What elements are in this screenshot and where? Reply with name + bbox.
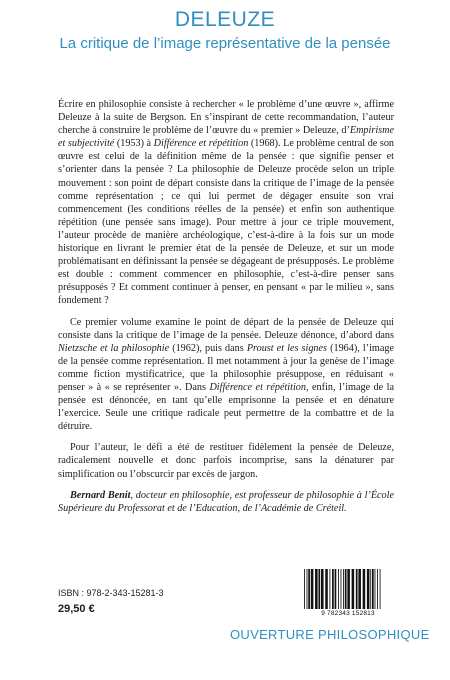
barcode-bar bbox=[367, 569, 370, 609]
text-run: Ce premier volume examine le point de départ de la pensée de Deleuze qui consiste dans la critique de l’image de la pensée. Deleuze dénonce, d’abord dans bbox=[58, 316, 394, 341]
book-reference: Différence et répétition bbox=[153, 138, 249, 150]
barcode-bar bbox=[321, 569, 324, 609]
author-bio-text: , docteur en philosophie, est professeur de philosophie à l’École Supérieure du Professorat et de l’Education, de l’Académie de Créteil. bbox=[58, 489, 395, 514]
author-bio bbox=[58, 489, 394, 515]
barcode-bar bbox=[315, 569, 318, 609]
barcode-bar bbox=[335, 569, 337, 609]
series-name-first: OUVERTURE bbox=[230, 627, 318, 642]
barcode-bar bbox=[343, 569, 344, 609]
book-reference: Différence et répétition bbox=[209, 381, 306, 393]
barcode-bar bbox=[363, 569, 366, 609]
barcode-bar bbox=[307, 569, 308, 609]
book-reference: Empirisme et subjectivité bbox=[58, 125, 394, 150]
book-title: DELEUZE bbox=[174, 8, 276, 31]
barcode-bar bbox=[356, 569, 358, 609]
back-cover-text bbox=[58, 98, 394, 523]
text-run: (1962), puis dans bbox=[169, 342, 247, 354]
barcode-bar bbox=[311, 569, 314, 609]
barcode-bar bbox=[332, 569, 334, 609]
barcode-bar bbox=[347, 569, 350, 609]
series-name-second: PHILOSOPHIQUE bbox=[318, 627, 430, 642]
barcode-bar bbox=[352, 569, 355, 609]
price-label: 29,50 € bbox=[58, 603, 95, 615]
barcode-number: 9 782343 152813 bbox=[300, 610, 396, 617]
barcode-bar bbox=[341, 569, 342, 609]
barcode-bar bbox=[372, 569, 374, 609]
barcode-bar bbox=[308, 569, 310, 609]
book-reference: Nietzsche et la philosophie bbox=[58, 342, 170, 354]
paragraph-1 bbox=[58, 98, 394, 308]
barcode-bar bbox=[318, 569, 320, 609]
barcode-bar bbox=[380, 569, 381, 609]
isbn-label: ISBN : 978-2-343-15281-3 bbox=[58, 588, 164, 598]
barcode-bars bbox=[300, 569, 396, 613]
author-name: Bernard Benit bbox=[70, 489, 131, 501]
paragraph-2 bbox=[58, 316, 394, 434]
barcode-bar bbox=[345, 569, 347, 609]
text-run: Écrire en philosophie consiste à rechercher « le problème d’une œuvre », affirme Deleuze à la suite de Bergson. En s’inspirant de cette recommandation, l’auteur cherche à construire le problème de l’œuvre du « premier » Deleuze, d’ bbox=[58, 99, 394, 137]
text-run: (1964), l’image de la pensée comme représentation. Il met notamment à jour la genèse de l’image comme fiction mystificatrice, que la philosophie présuppose, en réduisant « penser » à « se représenter ». Dans bbox=[58, 342, 394, 393]
book-subtitle: La critique de l’image représentative de la pensée bbox=[59, 35, 391, 52]
barcode-bar bbox=[370, 569, 371, 609]
barcode-icon bbox=[300, 569, 396, 627]
text-run: (1953) à bbox=[114, 138, 154, 150]
barcode-bar bbox=[304, 569, 305, 609]
barcode-bar bbox=[330, 569, 331, 609]
barcode-bar bbox=[377, 569, 378, 609]
barcode-bar bbox=[325, 569, 328, 609]
text-run: (1968). Le problème central de son œuvre est celui de la définition même de la pensée : que signifie penser et s’orienter dans la pensée ? La philosophie de Deleuze procède selon un triple mouvement : son point de départ consiste dans la critique de l’image de la pensée comme représentation ; ce qui lui permet de dégager ensuite son vrai commencement (les conditions réelles de la pensée) et enfin son authentique répétition (une pensée sans image). Pour mettre à jour ce triple mouvement, l’auteur procède de manière archéologique, c’est-à-dire à la fois sur un mode historique en livrant le premier état de la pensée de Deleuze, et sur un mode problématisant en définissant la pensée se dégageant de présupposés. Le problème est double : comment commencer en philosophie, c’est-à-dire penser sans présupposés ? Et comment continuer à penser, en pensant « par le milieu », sans fondement ? bbox=[58, 138, 395, 307]
barcode-bar bbox=[358, 569, 361, 609]
text-run: , enfin, l’image de la pensée est dénoncée, en tant qu’elle emprisonne la pensée et en dénature l’exercice. Seule une critique radicale peut permettre de la combattre et de la détruire. bbox=[58, 381, 395, 433]
barcode-bar bbox=[338, 569, 339, 609]
paragraph-3: Pour l’auteur, le défi a été de restituer fidèlement la pensée de Deleuze, radicalement nouvelle et donc parfois incomprise, sans la dénaturer par simplification ou l’obscurcir par excès de jargon. bbox=[58, 442, 394, 480]
barcode-bar bbox=[375, 569, 376, 609]
book-reference: Proust et les signes bbox=[246, 342, 327, 354]
series-name bbox=[230, 627, 430, 642]
